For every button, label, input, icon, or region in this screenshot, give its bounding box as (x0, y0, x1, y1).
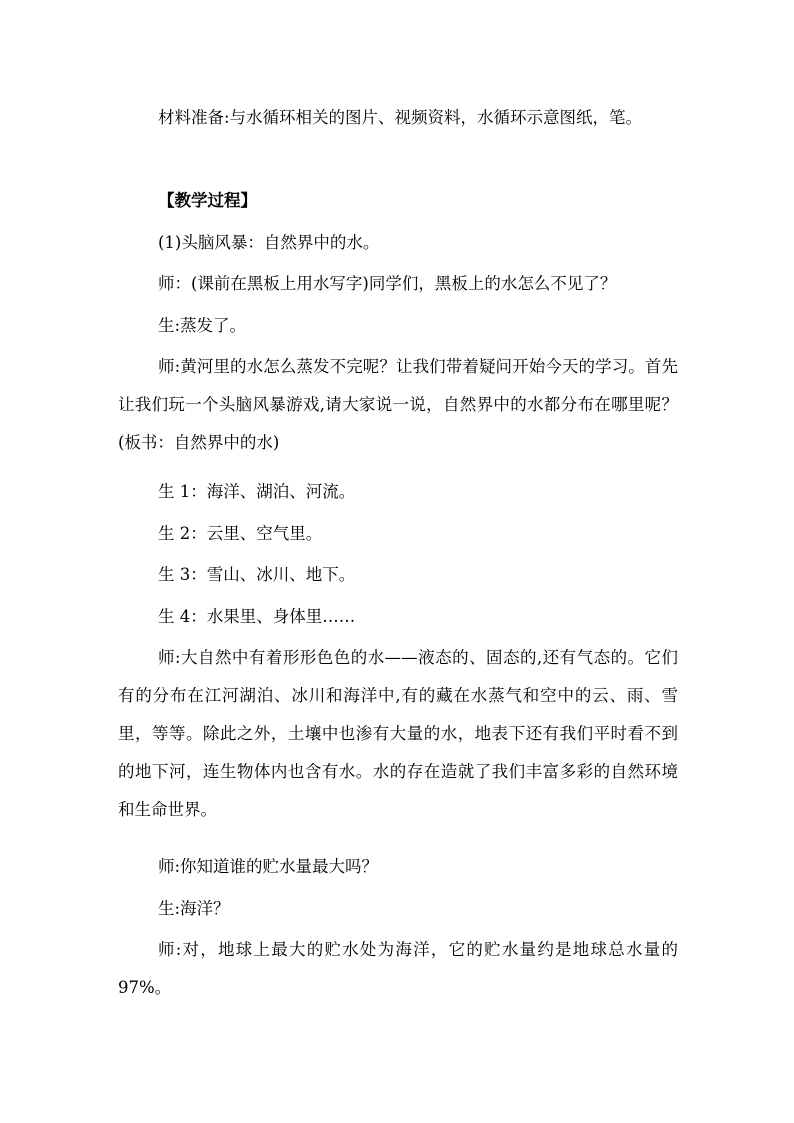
section-heading: 【教学过程】 (158, 191, 257, 210)
materials-paragraph: 材料准备:与水循环相关的图片、视频资料，水循环示意图纸，笔。 (158, 108, 643, 127)
student-line: 生:海洋？ (158, 899, 230, 918)
student-answer: 生 1：海洋、湖泊、河流。 (158, 482, 356, 501)
teacher-question: 师:你知道谁的贮水量最大吗？ (158, 857, 379, 876)
student-answer: 生 3：雪山、冰川、地下。 (158, 565, 356, 584)
student-answer: 生 2：云里、空气里。 (158, 524, 323, 543)
teacher-line: 师：(课前在黑板上用水写字)同学们，黑板上的水怎么不见了？ (158, 274, 617, 293)
student-line: 生:蒸发了。 (158, 316, 247, 335)
teacher-answer: 师:对，地球上最大的贮水处为海洋，它的贮水量约是地球总水量的97%。 (118, 940, 678, 997)
teacher-explanation: 师:大自然中有着形形色色的水——液态的、固态的,还有气态的。它们有的分布在江河湖泊、冰川和海洋中,有的藏在水蒸气和空中的云、雨、雪里，等等。除此之外，土壤中也渗有大量的水，地表下还有我们平时看不到的地下河，连生物体内也含有水。水的存在造就了我们丰富多彩的自然环境和生命世界。 (118, 648, 678, 819)
student-answer: 生 4：水果里、身体里…… (158, 607, 356, 626)
step-1-title: (1)头脑风暴：自然界中的水。 (158, 233, 380, 252)
teacher-line: 师:黄河里的水怎么蒸发不完呢？让我们带着疑问开始今天的学习。首先让我们玩一个头脑风暴游戏,请大家说一说，自然界中的水都分布在哪里呢？(板书：自然界中的水) (118, 357, 678, 452)
